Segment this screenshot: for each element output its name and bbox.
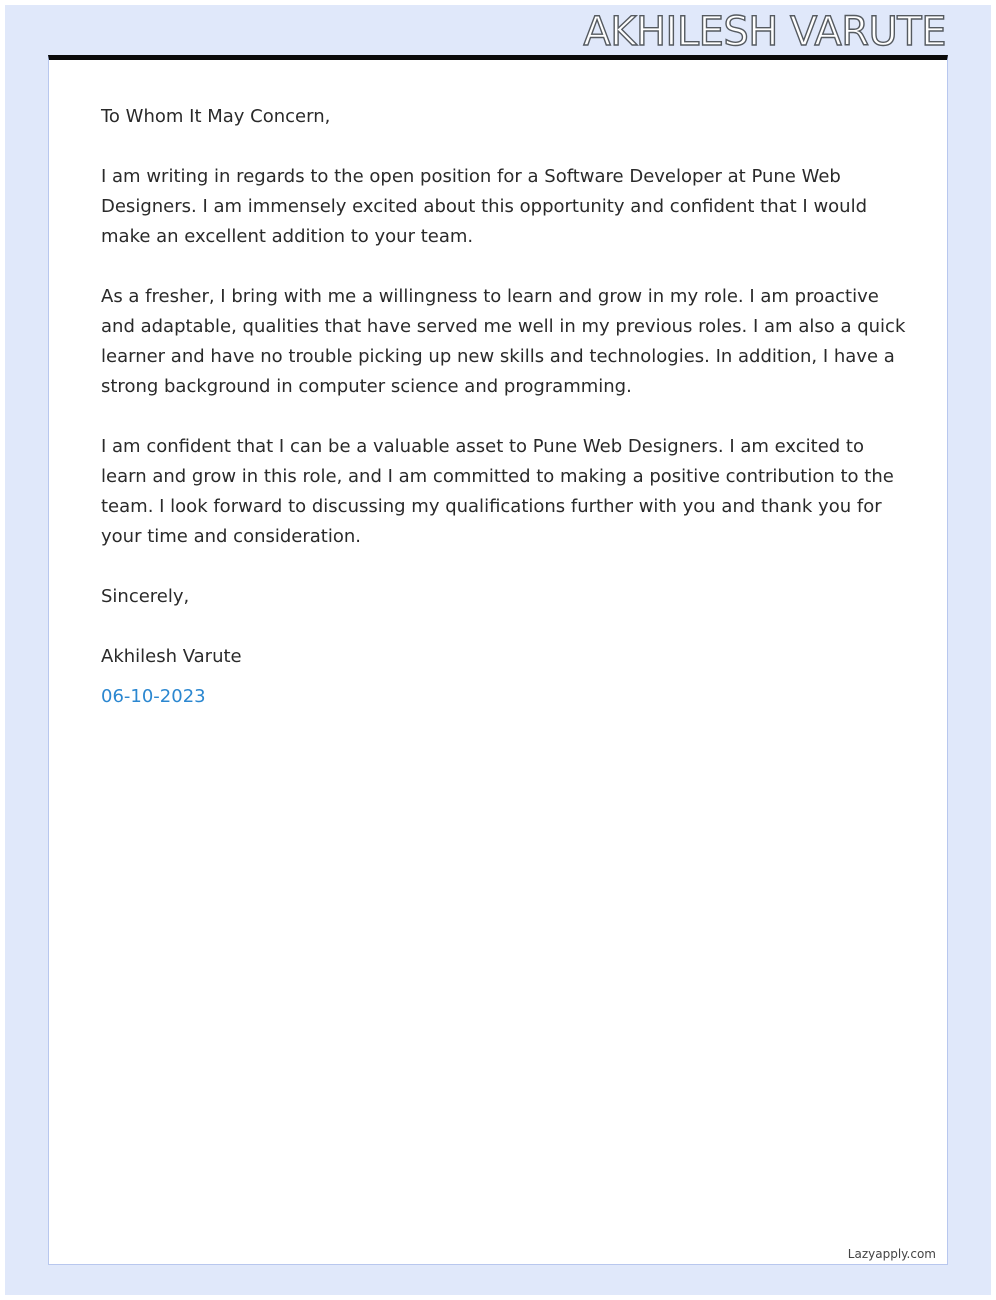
paragraph-intro: I am writing in regards to the open position for a Software Developer at Pune Web Designers. I am immensely excited about this opportunity and confident that I would make an excellent addition to your team. xyxy=(101,166,868,247)
paragraph-qualities: As a fresher, I bring with me a willingness to learn and grow in my role. I am proactive and adaptable, qualities that have served me well in my previous roles. I am also a quick learner and have no trouble picking up new skills and technologies. In addition, I have a strong background in computer science and programming. xyxy=(101,286,906,397)
letter-page xyxy=(48,55,948,1265)
salutation: To Whom It May Concern, xyxy=(101,106,331,127)
footer-brand: Lazyapply.com xyxy=(847,1247,936,1261)
applicant-name-header: AKHILESH VARUTE xyxy=(583,9,946,55)
signer-name: Akhilesh Varute xyxy=(101,646,242,667)
paragraph-closing-remarks: I am confident that I can be a valuable asset to Pune Web Designers. I am excited to learn and grow in this role, and I am committed to making a positive contribution to the team. I look forward to discussing my qualifications further with you and thank you for your time and consideration. xyxy=(101,436,894,547)
letter-date: 06-10-2023 xyxy=(101,686,206,707)
closing: Sincerely, xyxy=(101,586,190,607)
cover-letter-body xyxy=(101,102,911,712)
